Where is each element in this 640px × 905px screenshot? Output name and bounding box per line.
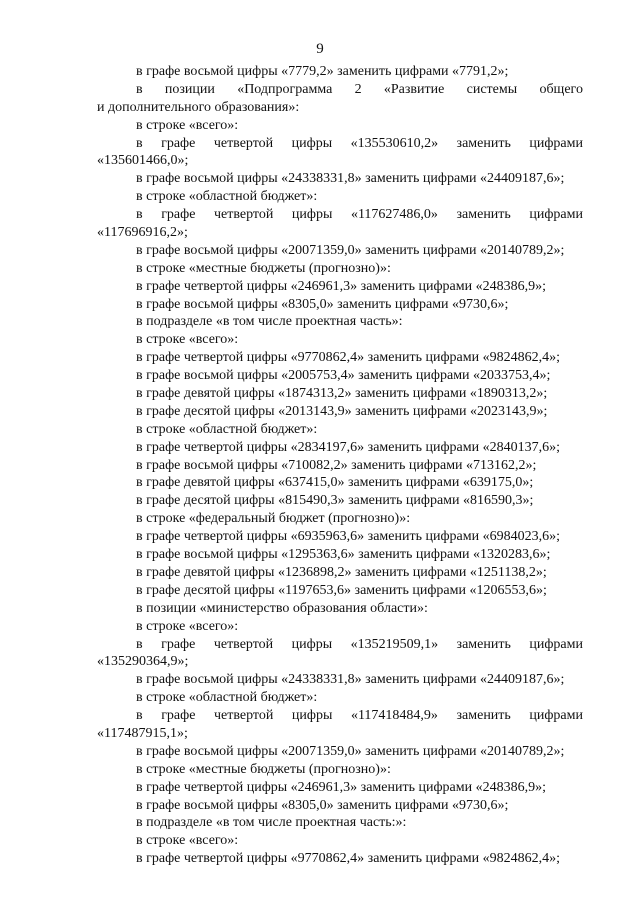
word: графе (161, 708, 196, 724)
word: заменить (456, 207, 511, 223)
text-line: в подразделе «в том числе проектная часть»: (136, 314, 403, 330)
word: цифрами (529, 708, 583, 724)
text-line: в строке «всего»: (136, 833, 239, 849)
word: четвертой (214, 708, 274, 724)
word: общего (539, 81, 583, 97)
text-line-justified (97, 135, 583, 153)
text-line: в графе восьмой цифры «2005753,4» заменить цифрами «2033753,4»; (136, 368, 551, 384)
word: цифры (291, 708, 333, 724)
word: графе (161, 207, 196, 223)
text-line: в графе восьмой цифры «7779,2» заменить цифрами «7791,2»; (136, 64, 509, 79)
word: цифрами (529, 636, 583, 652)
word: «Развитие (383, 81, 445, 97)
text-line: в графе восьмой цифры «24338331,8» заменить цифрами «24409187,6»; (136, 171, 565, 187)
word: цифры (291, 636, 333, 652)
text-line: в графе четвертой цифры «2834197,6» заменить цифрами «2840137,6»; (136, 439, 560, 455)
text-line: в графе восьмой цифры «20071359,0» заменить цифрами «20140789,2»; (136, 242, 565, 258)
word: заменить (456, 135, 511, 151)
text-line: «117696916,2»; (97, 225, 188, 241)
text-line: в графе девятой цифры «637415,0» заменить цифрами «639175,0»; (136, 475, 534, 491)
word: четвертой (214, 207, 274, 223)
word: заменить (456, 708, 511, 724)
text-line: в графе восьмой цифры «1295363,6» заменить цифрами «1320283,6»; (136, 547, 551, 563)
text-line-justified (97, 206, 583, 224)
word: графе (161, 135, 196, 151)
word: позиции (164, 81, 215, 97)
word: четвертой (213, 135, 274, 151)
page-number: 9 (316, 41, 324, 57)
text-line: в позиции «министерство образования области»: (136, 600, 428, 616)
text-line: в строке «местные бюджеты (прогнозно)»: (136, 260, 391, 276)
text-line: в графе четвертой цифры «246961,3» заменить цифрами «248386,9»; (136, 278, 546, 294)
text-line: в строке «всего»: (136, 117, 239, 133)
text-line: в графе девятой цифры «1236898,2» заменить цифрами «1251138,2»; (136, 564, 547, 580)
word: четвертой (213, 636, 274, 652)
word: 2 (354, 81, 362, 97)
text-line: «135290364,9»; (97, 654, 189, 670)
word: в (136, 708, 143, 724)
text-line: в строке «областной бюджет»: (136, 690, 318, 706)
text-line: в графе четвертой цифры «246961,3» заменить цифрами «248386,9»; (136, 779, 546, 795)
word: цифрами (529, 135, 583, 151)
word: системы (466, 81, 518, 97)
word: заменить (456, 636, 511, 652)
text-line: в строке «всего»: (136, 332, 239, 348)
word: «Подпрограмма (237, 81, 333, 97)
text-line: в графе четвертой цифры «6935963,6» заменить цифрами «6984023,6»; (136, 529, 560, 545)
text-line-justified (97, 707, 583, 725)
text-line: «117487915,1»; (97, 725, 188, 741)
text-line: в подразделе «в том числе проектная часть:»: (136, 815, 407, 831)
text-line: в графе десятой цифры «815490,3» заменить цифрами «816590,3»; (136, 493, 534, 509)
word: цифрами (529, 207, 583, 223)
text-line: в графе десятой цифры «2013143,9» заменить цифрами «2023143,9»; (136, 403, 548, 419)
text-line: в строке «областной бюджет»: (136, 189, 318, 205)
text-line: в графе десятой цифры «1197653,6» заменить цифрами «1206553,6»; (136, 582, 547, 598)
text-line: в графе восьмой цифры «710082,2» заменить цифрами «713162,2»; (136, 457, 537, 473)
word: «135530610,2» (350, 135, 439, 151)
text-line: в графе девятой цифры «1874313,2» заменить цифрами «1890313,2»; (136, 386, 548, 402)
text-line-justified (97, 636, 583, 654)
word: цифры (291, 135, 333, 151)
text-line: в строке «федеральный бюджет (прогнозно)»: (136, 511, 411, 527)
word: цифры (291, 207, 333, 223)
text-line: и дополнительного образования»: (97, 99, 300, 115)
text-line: в строке «областной бюджет»: (136, 421, 318, 437)
word: «117627486,0» (350, 207, 438, 223)
text-line: в строке «местные бюджеты (прогнозно)»: (136, 761, 391, 777)
text-line-justified (97, 81, 583, 99)
text-line: в графе четвертой цифры «9770862,4» заменить цифрами «9824862,4»; (136, 350, 560, 366)
text-line: в строке «всего»: (136, 618, 239, 634)
text-line: в графе четвертой цифры «9770862,4» заменить цифрами «9824862,4»; (136, 851, 560, 867)
text-line: в графе восьмой цифры «8305,0» заменить цифрами «9730,6»; (136, 296, 509, 312)
word: в (136, 81, 143, 97)
word: в (136, 636, 143, 652)
text-line: «135601466,0»; (97, 153, 189, 169)
text-line: в графе восьмой цифры «20071359,0» заменить цифрами «20140789,2»; (136, 743, 565, 759)
word: в (136, 135, 143, 151)
word: «117418484,9» (350, 708, 438, 724)
text-line: в графе восьмой цифры «24338331,8» заменить цифрами «24409187,6»; (136, 672, 565, 688)
document-body (97, 63, 583, 868)
word: графе (161, 636, 196, 652)
word: в (136, 207, 143, 223)
word: «135219509,1» (350, 636, 439, 652)
text-line: в графе восьмой цифры «8305,0» заменить цифрами «9730,6»; (136, 797, 509, 813)
